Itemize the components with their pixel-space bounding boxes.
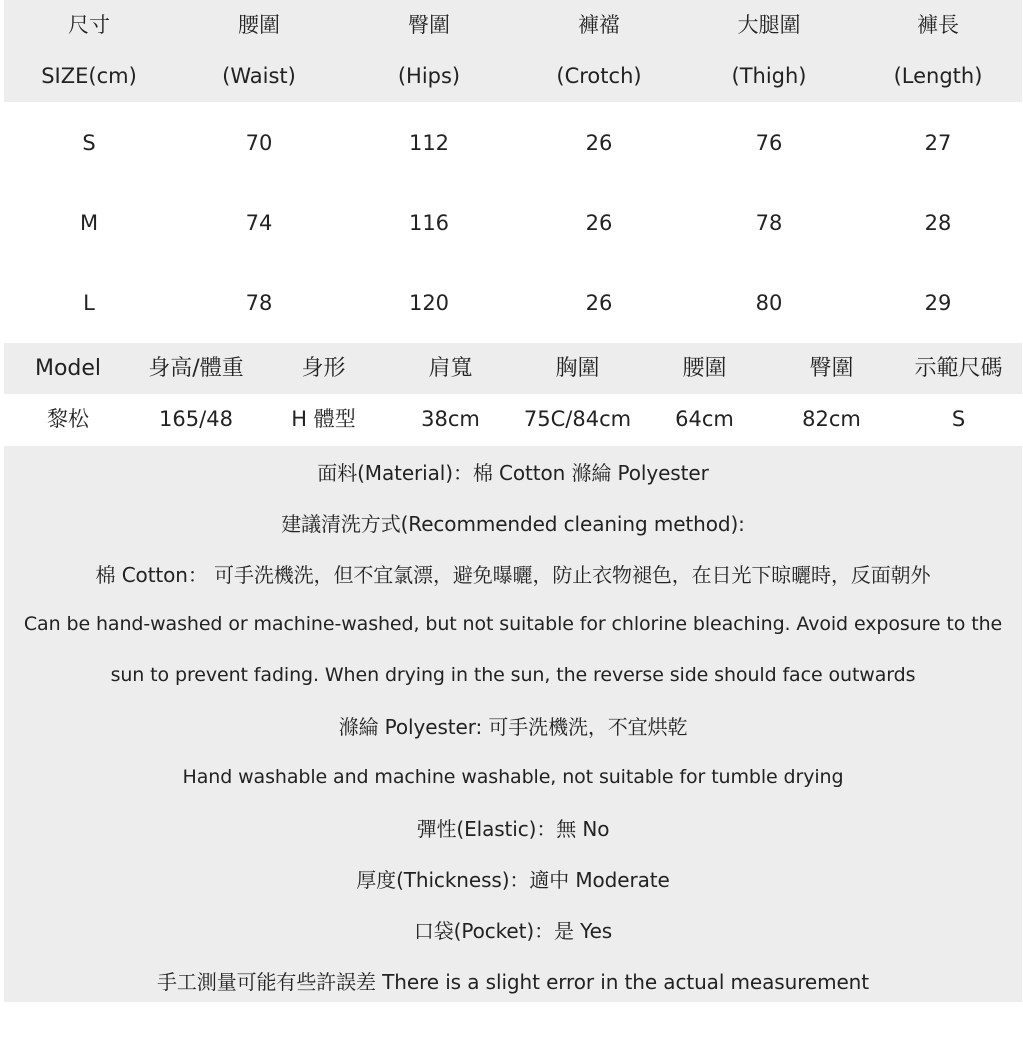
table-cell: 70 [245,130,273,155]
waist-header-en: (Waist) [222,64,296,88]
table-cell: 27 [924,130,952,155]
cotton-care-en-line-2: sun to prevent fading. When drying in the sun, the reverse side should face outwards [110,664,916,686]
polyester-care-zh: 滌綸 Polyester: 可手洗機洗，不宜烘乾 [338,715,688,740]
table-cell: L [83,290,95,315]
height-weight-header-cell: 身高/體重 [148,355,244,381]
crotch-header-cell: 褲襠 [578,13,620,37]
table-cell: 112 [408,130,450,155]
table-cell: 76 [755,130,783,155]
cleaning-title: 建議清洗方式(Recommended cleaning method): [281,511,745,536]
table-cell: M [79,210,99,235]
cotton-care-zh: 棉 Cotton： 可手洗機洗，但不宜氯漂，避免曝曬，防止衣物褪色，在日光下晾曬時，反面朝外 [95,562,931,587]
body-shape-header-cell: 身形 [301,355,346,381]
table-cell: 120 [408,290,450,315]
shoulder-cell: 38cm [421,407,480,431]
body-shape-cell: H 體型 [291,407,356,431]
sample-size-header-cell: 示範尺碼 [914,355,1003,381]
table-cell: 116 [408,210,450,235]
table-cell: 26 [585,210,613,235]
table-cell: S [82,130,96,155]
table-cell: 78 [755,210,783,235]
pocket-text: 口袋(Pocket)：是 Yes [413,918,613,943]
sample-size-cell: S [951,407,966,431]
size-header-row-en [4,51,1022,102]
hips-header-en: (Hips) [397,64,461,88]
polyester-care-en: Hand washable and machine washable, not suitable for tumble drying [182,765,844,788]
model-table-header [4,343,1022,394]
table-row [4,103,1022,183]
hips-cell: 82cm [802,407,861,431]
size-table-body [4,102,1022,343]
table-cell: 74 [245,210,273,235]
model-table [4,343,1022,445]
thigh-header-cell: 大腿圍 [737,13,801,37]
length-header-en: (Length) [893,64,983,88]
table-row [4,183,1022,263]
size-header-cell: 尺寸 [68,13,110,37]
size-header-en: SIZE(cm) [41,64,137,88]
material-text: 面料(Material)：棉 Cotton 滌綸 Polyester [317,460,709,485]
table-cell: 28 [924,210,952,235]
shoulder-header-cell: 肩寬 [428,355,473,381]
elastic-text: 彈性(Elastic)：無 No [416,817,610,842]
table-cell: 80 [755,290,783,315]
waist-header-cell: 腰圍 [238,13,280,37]
size-table-header [4,0,1022,102]
table-cell: 78 [245,290,273,315]
model-name-cell: 黎松 [47,407,89,431]
hips-header-cell: 臀圍 [408,13,450,37]
height-weight-cell: 165/48 [159,407,233,431]
waist-cell: 64cm [675,407,734,431]
model-table-row [4,394,1022,445]
size-table [4,0,1022,343]
cotton-care-en-line-1: Can be hand-washed or machine-washed, but not suitable for chlorine bleaching. Avoid exposure to the [23,613,1003,636]
bust-header-cell: 胸圍 [555,355,600,381]
size-header-row-zh [4,0,1022,51]
crotch-header-en: (Crotch) [556,64,642,88]
table-row [4,263,1022,343]
bust-cell: 75C/84cm [523,407,632,431]
measurement-error-note: 手工測量可能有些許誤差 There is a slight error in the actual measurement [157,969,869,994]
thickness-text: 厚度(Thickness)：適中 Moderate [356,868,670,893]
hips-header-cell: 臀圍 [809,355,854,381]
thigh-header-en: (Thigh) [731,64,807,88]
model-header-cell: Model [34,355,102,381]
table-cell: 26 [585,290,613,315]
table-cell: 26 [585,130,613,155]
length-header-cell: 褲長 [917,13,959,37]
product-info-block [4,446,1022,1002]
waist-header-cell: 腰圍 [682,355,727,381]
table-cell: 29 [924,290,952,315]
